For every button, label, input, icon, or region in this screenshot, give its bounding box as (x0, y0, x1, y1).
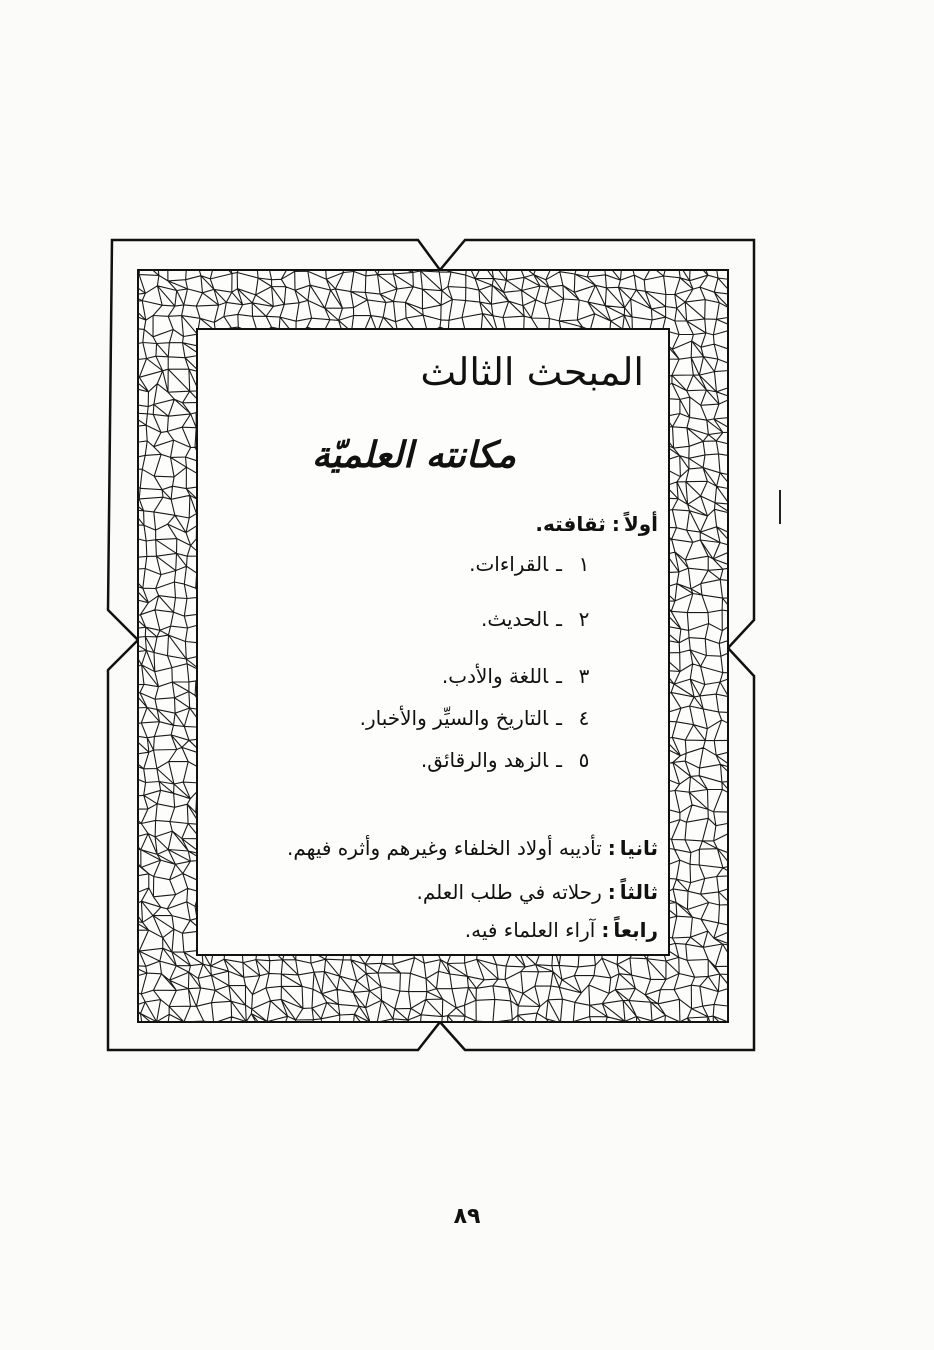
list-item-dash: ـ (556, 552, 562, 576)
heading-first (535, 512, 658, 536)
list-item-number: ٢ (578, 607, 590, 631)
heading-colon: : (607, 836, 616, 860)
list-item (442, 664, 598, 688)
list-item-dash: ـ (556, 664, 562, 688)
section-title: مكانته العلميّة (311, 434, 516, 476)
heading-third (416, 880, 658, 904)
heading-label: رابعاً (613, 918, 658, 942)
list-item-text: الحديث. (480, 607, 549, 631)
heading-label: أولاً (623, 512, 658, 536)
heading-colon: : (607, 880, 616, 904)
content-panel (196, 328, 670, 956)
heading-second (287, 836, 658, 860)
list-item-dash: ـ (556, 748, 562, 772)
list-item (421, 748, 598, 772)
heading-text: ثقافته. (535, 512, 606, 536)
list-item-text: اللغة والأدب. (441, 664, 549, 688)
heading-text: تأديبه أولاد الخلفاء وغيرهم وأثره فيهم. (286, 836, 602, 860)
margin-mark (779, 490, 781, 524)
list-item-text: القراءات. (469, 552, 549, 576)
heading-fourth (465, 918, 658, 942)
list-item-text: التاريخ والسيِّر والأخبار. (359, 706, 549, 730)
list-item-number: ٤ (578, 706, 590, 730)
heading-label: ثالثاً (619, 880, 658, 904)
list-item-text: الزهد والرقائق. (420, 748, 549, 772)
list-item-number: ٣ (578, 664, 590, 688)
heading-text: آراء العلماء فيه. (464, 918, 596, 942)
list-item-number: ١ (578, 552, 590, 576)
heading-text: رحلاته في طلب العلم. (416, 880, 602, 904)
chapter-title: المبحث الثالث (420, 350, 644, 394)
heading-colon: : (611, 512, 620, 536)
heading-label: ثانيا (619, 836, 658, 860)
list-item (469, 552, 598, 576)
heading-colon: : (601, 918, 610, 942)
list-item-number: ٥ (578, 748, 590, 772)
page-number: ٨٩ (453, 1204, 481, 1229)
list-item (481, 607, 598, 631)
list-item (360, 706, 598, 730)
list-item-dash: ـ (556, 607, 562, 631)
list-item-dash: ـ (556, 706, 562, 730)
